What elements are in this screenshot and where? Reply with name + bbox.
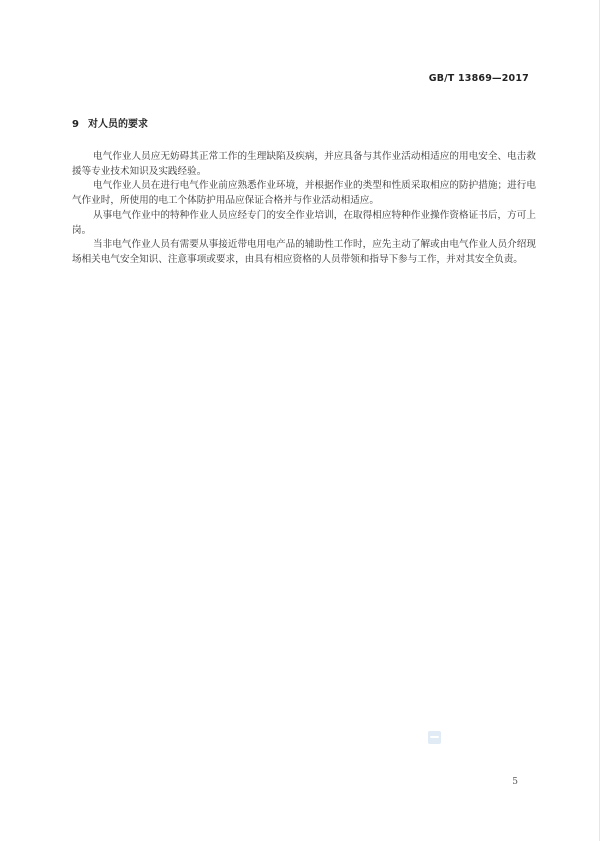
section-number: 9 — [72, 119, 79, 130]
section-heading — [72, 115, 148, 130]
paragraph-work-environment: 电气作业人员在进行电气作业前应熟悉作业环境，并根据作业的类型和性质采取相应的防护措施；进行电气作业时，所使用的电工个体防护用品应保证合格并与作业活动相适应。 — [72, 180, 536, 207]
paragraph-health-requirements: 电气作业人员应无妨碍其正常工作的生理缺陷及疾病，并应具备与其作业活动相适应的用电安全、电击救援等专业技术知识及实践经验。 — [72, 151, 536, 177]
page-number: 5 — [512, 777, 518, 787]
standard-code: GB/T 13869—2017 — [428, 73, 529, 84]
section-body — [72, 150, 536, 268]
watermark-logo-icon — [428, 731, 441, 744]
paragraph-non-electrical-staff: 当非电气作业人员有需要从事接近带电用电产品的辅助性工作时，应先主动了解或由电气作业人员介绍现场相关电气安全知识、注意事项或要求，由具有相应资格的人员带领和指导下参与工作，并对其安全负责。 — [72, 239, 536, 265]
section-title: 对人员的要求 — [88, 119, 148, 130]
paragraph-special-training: 从事电气作业中的特种作业人员应经专门的安全作业培训，在取得相应特种作业操作资格证书后，方可上岗。 — [72, 209, 536, 236]
